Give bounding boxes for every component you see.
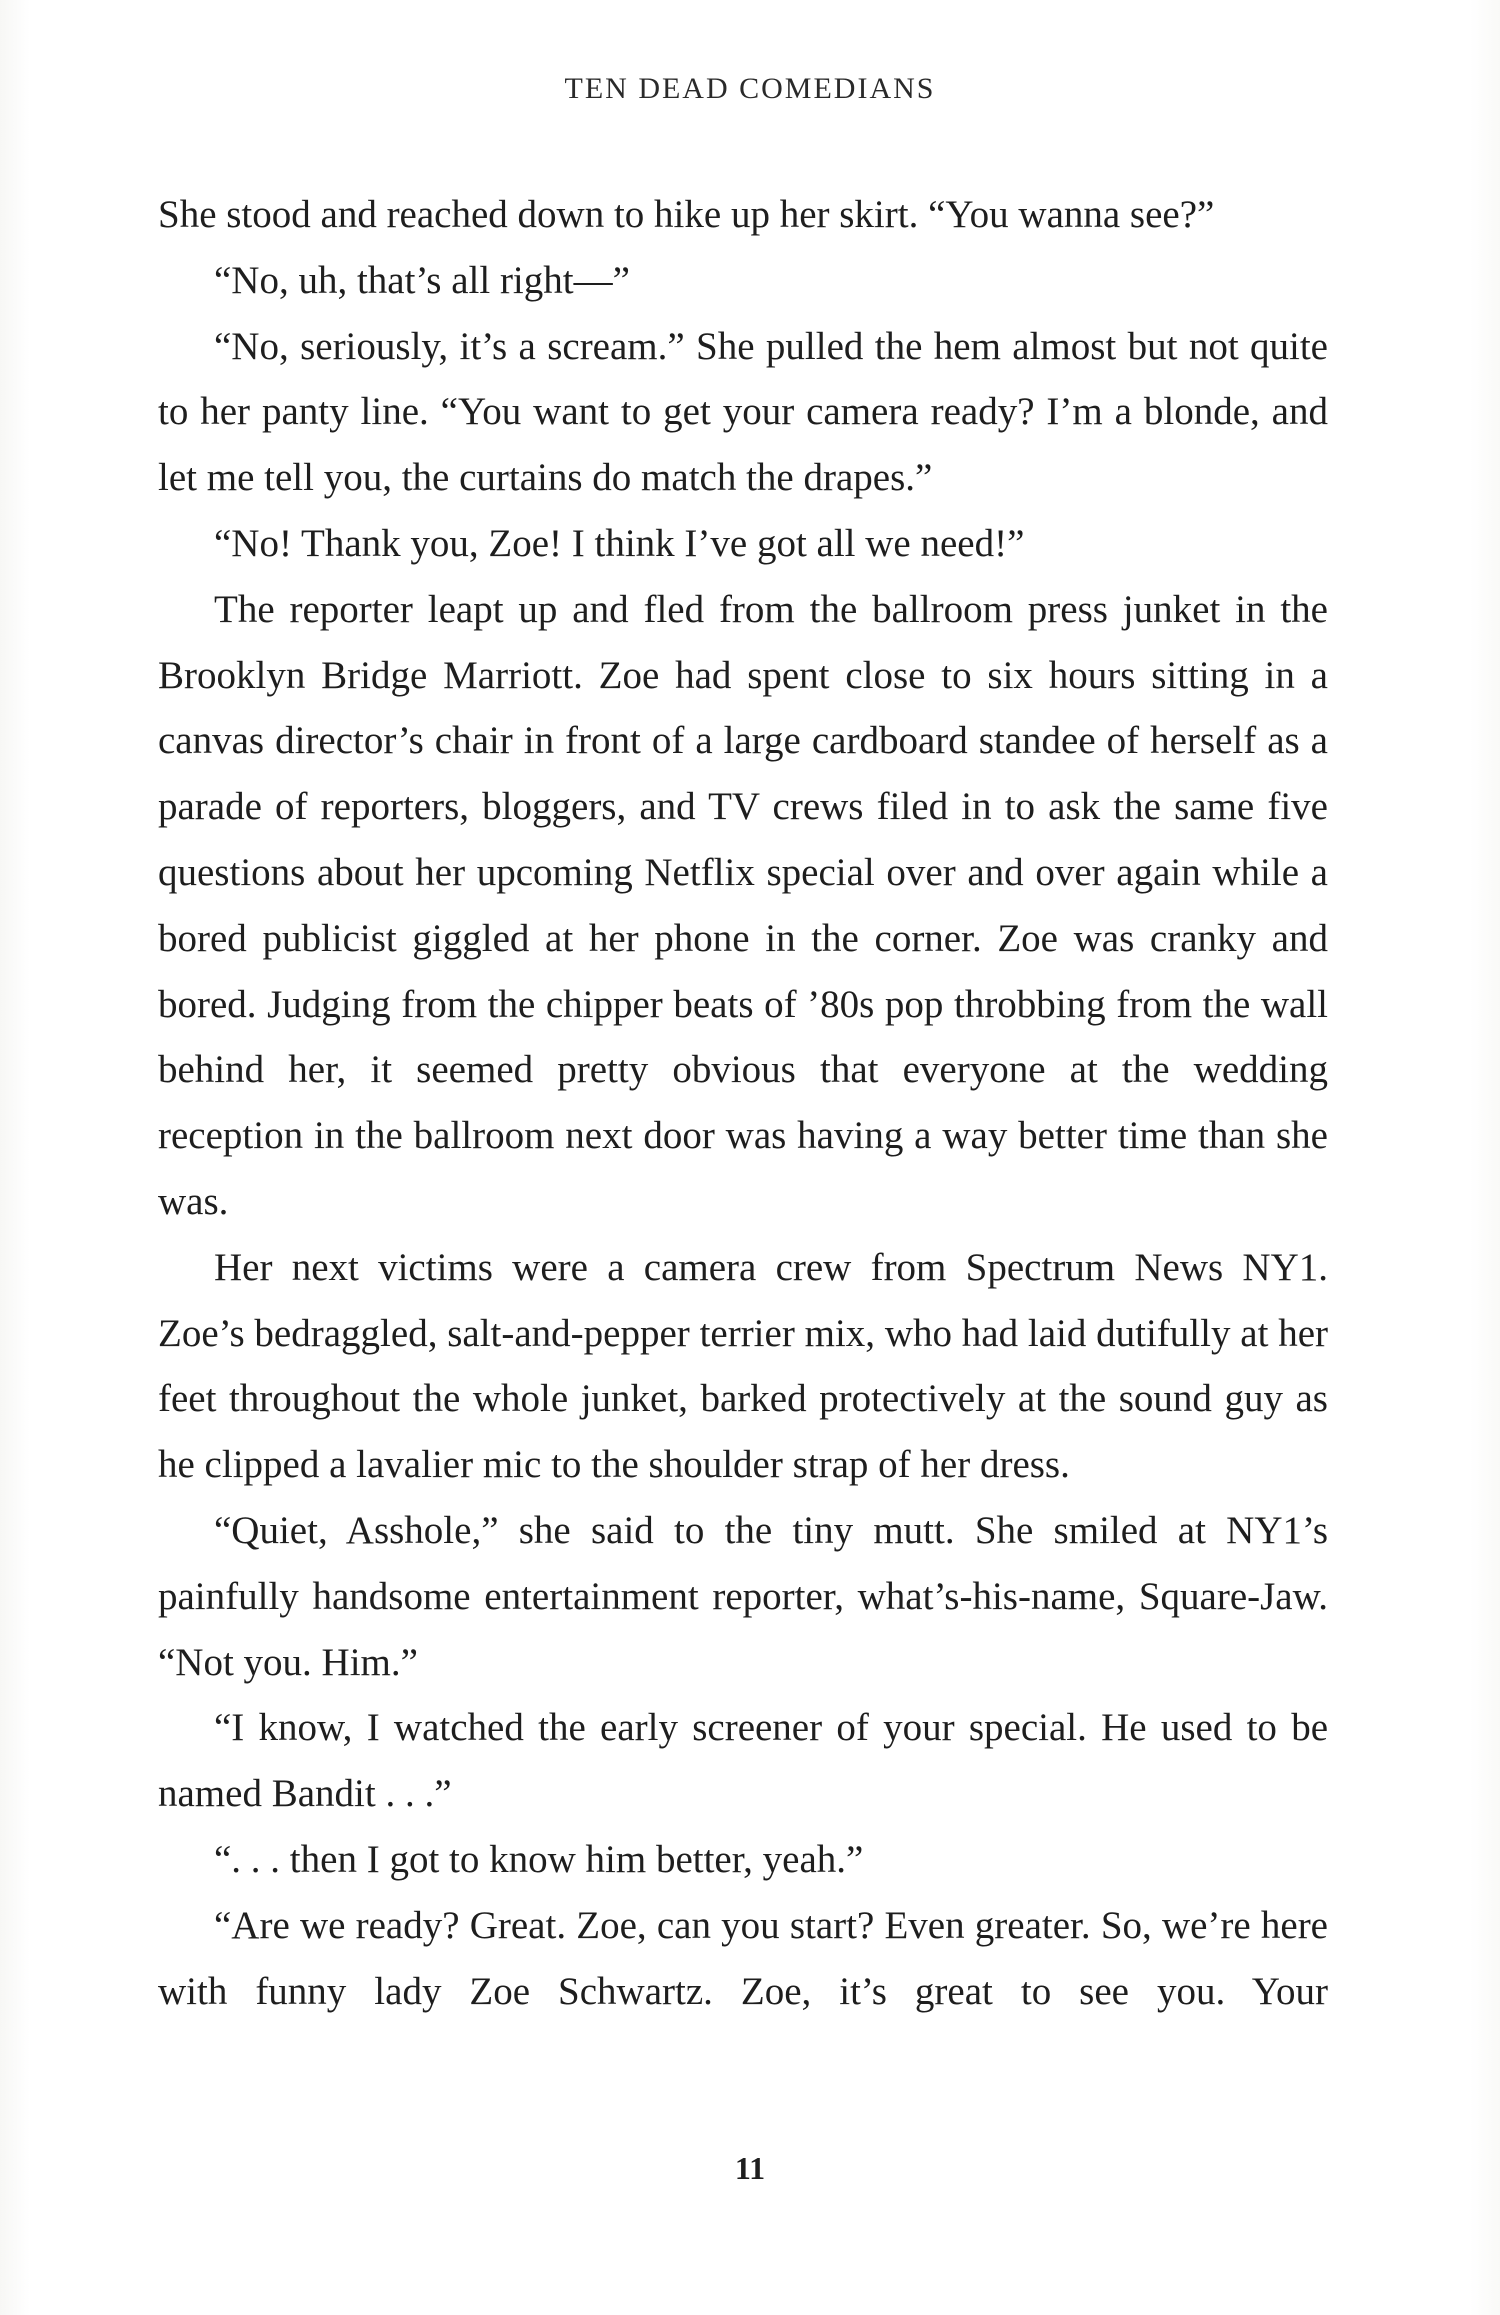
paragraph-5: The reporter leapt up and fled from the ballroom press junket in the Brooklyn Bridge Marriott. Zoe had spent close to six hours sitting in a canvas director’s chair in front of a large cardboard standee of herself as a parade of reporters, bloggers, and TV crews filed in to ask the same five questions about her upcoming Netflix special over and over again while a bored publicist giggled at her phone in the corner. Zoe was cranky and bored. Judging from the chipper beats of ’80s pop throbbing from the wall behind her, it seemed pretty obvious that everyone at the wedding reception in the ballroom next door was having a way better time than she was. xyxy=(158,587,1328,1223)
paragraph-7: “Quiet, Asshole,” she said to the tiny mutt. She smiled at NY1’s painfully handsome entertainment reporter, what’s-his-name, Square-Jaw. “Not you. Him.” xyxy=(158,1508,1328,1684)
running-head: TEN DEAD COMEDIANS xyxy=(564,72,936,105)
paragraph-2: “No, uh, that’s all right—” xyxy=(214,258,630,302)
paragraph-6: Her next victims were a camera crew from Spectrum News NY1. Zoe’s bedraggled, salt-and-pepper terrier mix, who had laid dutifully at her feet throughout the whole junket, barked protectively at the sound guy as he clipped a lavalier mic to the shoulder strap of her dress. xyxy=(158,1245,1328,1487)
paragraph-4: “No! Thank you, Zoe! I think I’ve got all we need!” xyxy=(214,521,1025,565)
paragraph-3: “No, seriously, it’s a scream.” She pulled the hem almost but not quite to her panty line. “You want to get your camera ready? I’m a blonde, and let me tell you, the curtains do match the drapes.” xyxy=(158,324,1328,500)
paragraph-1: She stood and reached down to hike up her skirt. “You wanna see?” xyxy=(158,193,1215,236)
page-number: 11 xyxy=(734,2150,766,2186)
paragraph-8: “I know, I watched the early screener of your special. He used to be named Bandit . . .” xyxy=(158,1706,1328,1816)
paragraph-9: “. . . then I got to know him better, yeah.” xyxy=(214,1837,864,1881)
paragraph-10: “Are we ready? Great. Zoe, can you start? Even greater. So, we’re here with funny lady Zoe Schwartz. Zoe, it’s great to see you. Your xyxy=(158,1903,1328,2013)
body-text xyxy=(158,182,1328,2024)
